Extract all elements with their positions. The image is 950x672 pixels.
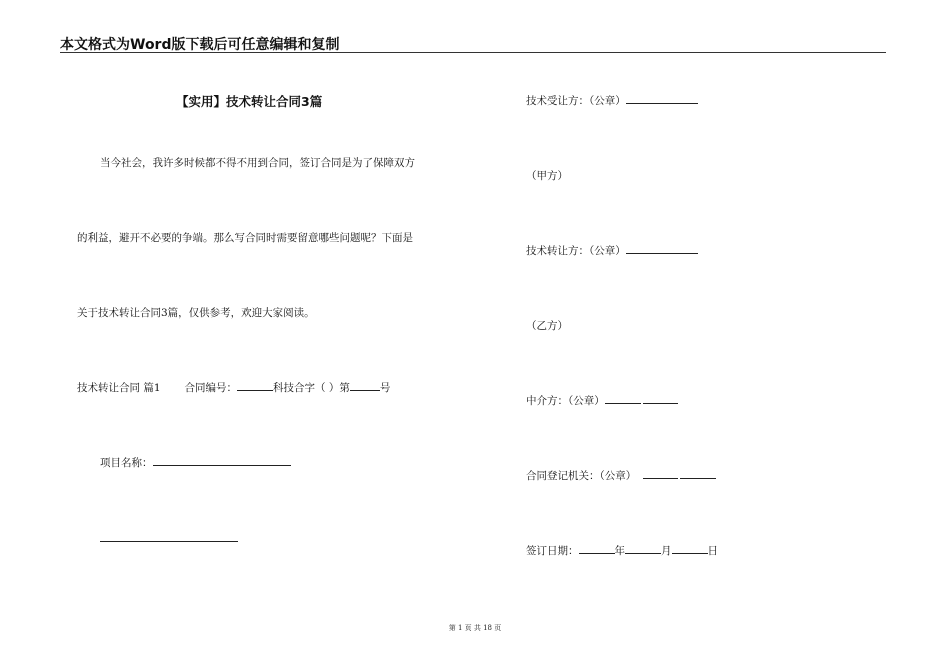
contract-number-suffix: 号 [379,382,391,394]
party-a-label: （甲方） [526,170,568,182]
contract-number-label: 合同编号： [184,382,238,394]
contract-number-blank [237,380,273,391]
party-b-label: （乙方） [526,320,568,332]
year-label: 年 [614,545,625,557]
document-title: 【实用】技术转让合同3篇 [176,94,323,109]
registry-blank-2 [680,468,716,479]
project-name-label: 项目名称： [100,457,153,469]
receiver-row [526,93,698,108]
intermediary-label: 中介方：（公章） [526,395,605,407]
header-rule [60,52,886,53]
receiver-label: 技术受让方：（公章） [526,95,626,107]
sign-date-row [526,543,718,558]
intermediary-blank-2 [643,393,678,404]
page-header: 本文格式为Word版下载后可任意编辑和复制 [60,37,340,53]
contract-serial-blank [350,380,380,391]
registry-label: 合同登记机关：（公章） [526,470,637,482]
day-blank [672,543,708,554]
contract-heading: 技术转让合同 篇1 [77,382,161,394]
month-blank [625,543,661,554]
contract-number-mid: 科技合字（ ）第 [273,382,350,394]
sign-date-label: 签订日期： [526,545,579,557]
project-name-row [100,455,291,470]
intro-line-3: 关于技术转让合同3篇，仅供参考，欢迎大家阅读。 [77,307,315,319]
month-label: 月 [661,545,672,557]
registry-blank-1 [643,468,678,479]
year-blank [579,543,615,554]
receiver-blank [626,93,698,104]
page-footer: 第 1 页 共 18 页 [448,624,502,632]
project-name-blank [153,455,291,466]
day-label: 日 [707,545,718,557]
intro-line-2: 的利益，避开不必要的争端。那么写合同时需要留意哪些问题呢？下面是 [77,232,413,244]
registry-row [526,468,716,483]
intermediary-blank-1 [605,393,641,404]
contract-heading-row [77,380,390,395]
project-name-continuation-line [100,541,238,542]
intermediary-row [526,393,678,408]
transferor-label: 技术转让方：（公章） [526,245,626,257]
transferor-blank [626,243,698,254]
intro-line-1: 当今社会，我许多时候都不得不用到合同，签订合同是为了保障双方 [100,157,415,169]
transferor-row [526,243,698,258]
